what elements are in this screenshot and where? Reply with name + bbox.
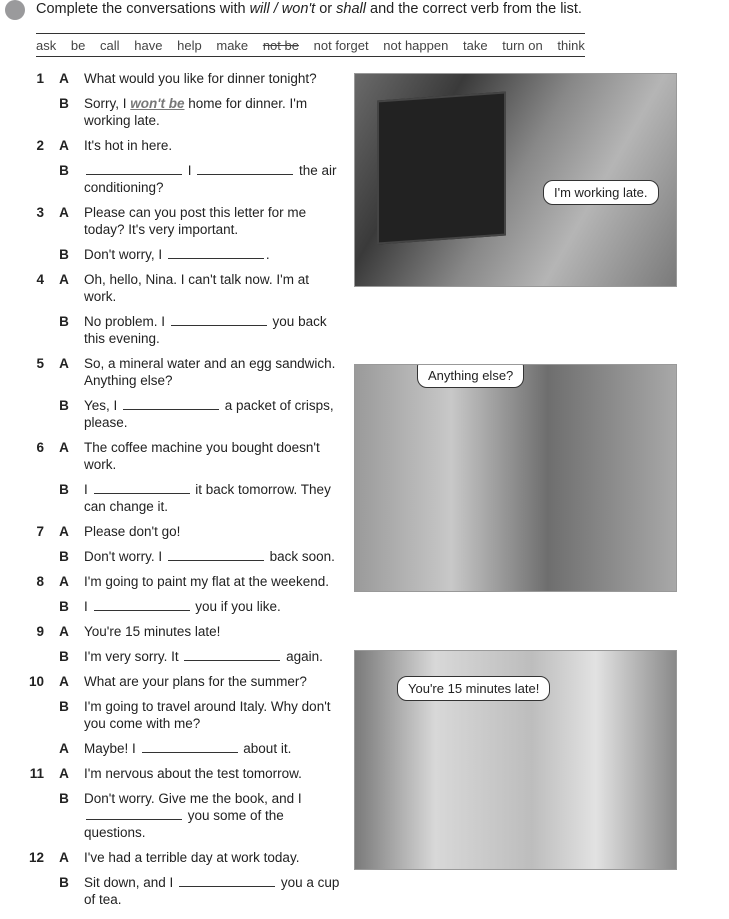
conversation-number: [24, 397, 44, 431]
text-segment: I'm going to paint my flat at the weekend.: [84, 574, 329, 589]
speaker-label: A: [59, 272, 69, 287]
text-segment: you back this evening.: [84, 314, 327, 346]
speaker-label: B: [59, 875, 69, 890]
text-segment: a packet of crisps, please.: [84, 398, 334, 430]
word-list: [36, 33, 585, 57]
conversation-turn: [24, 162, 344, 196]
turn-text: [84, 481, 344, 515]
text-segment: You're 15 minutes late!: [84, 624, 221, 639]
conversation-number: 9: [36, 624, 44, 639]
turn-text: [84, 271, 344, 305]
turn-text: [84, 313, 344, 347]
text-segment: Don't worry. Give me the book, and I: [84, 791, 302, 806]
conversation-number: [24, 598, 44, 615]
conversation-number: 5: [36, 356, 44, 371]
turn-text: [84, 874, 344, 908]
conversations: [24, 70, 344, 916]
conversation-number: [24, 740, 44, 757]
conversation-number: 7: [36, 524, 44, 539]
conversation-turn: [24, 740, 344, 757]
conversation-number: 12: [28, 850, 44, 865]
answer-blank[interactable]: [179, 874, 275, 887]
text-segment: I: [84, 599, 92, 614]
conversation-number: 6: [36, 440, 44, 455]
conversation-turn: [24, 397, 344, 431]
turn-text: [84, 397, 344, 431]
conversation-turn: [24, 137, 344, 154]
text-segment: again.: [282, 649, 323, 664]
instruction-text: Complete the conversations with: [36, 1, 250, 17]
text-segment: Oh, hello, Nina. I can't talk now. I'm at work.: [84, 272, 310, 304]
speaker-label: A: [59, 524, 69, 539]
speaker-label: B: [59, 398, 69, 413]
photo-office-meeting: [354, 650, 677, 870]
text-segment: .: [265, 247, 270, 262]
conversation-turn: [24, 313, 344, 347]
text-segment: Please can you post this letter for me today? It's very important.: [84, 205, 307, 237]
turn-text: [84, 765, 344, 782]
conversation-number: [24, 162, 44, 196]
speaker-label: A: [59, 205, 69, 220]
conversation-turn: [24, 648, 344, 665]
word-not-be: not be: [262, 37, 299, 53]
exercise-bullet-icon: [5, 0, 25, 20]
text-segment: I've had a terrible day at work today.: [84, 850, 300, 865]
answer-blank[interactable]: [86, 807, 182, 820]
text-segment: the air conditioning?: [84, 163, 337, 195]
conversation-turn: [24, 573, 344, 590]
text-segment: home for dinner. I'm working late.: [84, 96, 308, 128]
turn-text: [84, 246, 344, 263]
text-segment: What are your plans for the summer?: [84, 674, 307, 689]
conversation-turn: [24, 849, 344, 866]
conversation-turn: [24, 204, 344, 238]
text-segment: I'm going to travel around Italy. Why don't you come with me?: [84, 699, 331, 731]
turn-text: [84, 162, 344, 196]
speaker-label: A: [59, 356, 69, 371]
turn-text: [84, 673, 344, 690]
answer-blank[interactable]: [168, 246, 264, 259]
answer-blank[interactable]: [94, 598, 190, 611]
speaker-label: A: [59, 138, 69, 153]
word-turn-on: turn on: [502, 37, 543, 53]
photo-office-man-on-phone: [354, 73, 677, 287]
turn-text: [84, 648, 344, 665]
turn-text: [84, 523, 344, 540]
conversation-turn: [24, 439, 344, 473]
answer-blank[interactable]: [142, 740, 238, 753]
answer-blank[interactable]: [171, 313, 267, 326]
speaker-label: B: [59, 314, 69, 329]
speech-bubble: You're 15 minutes late!: [397, 676, 550, 701]
answer-blank[interactable]: [123, 397, 219, 410]
conversation-number: [24, 95, 44, 129]
text-segment: Please don't go!: [84, 524, 181, 539]
word-not-happen: not happen: [383, 37, 449, 53]
speaker-label: A: [59, 674, 69, 689]
conversation-number: [24, 874, 44, 908]
text-segment: No problem. I: [84, 314, 169, 329]
conversation-number: 8: [36, 574, 44, 589]
conversation-turn: [24, 548, 344, 565]
word-help: help: [177, 37, 202, 53]
instruction-text: and the correct verb from the list.: [365, 1, 582, 17]
conversation-number: [24, 790, 44, 841]
answer-blank[interactable]: [197, 162, 293, 175]
text-segment: Don't worry, I: [84, 247, 166, 262]
conversation-turn: [24, 355, 344, 389]
text-segment: Sit down, and I: [84, 875, 178, 890]
text-segment: What would you like for dinner tonight?: [84, 71, 317, 86]
conversation-number: 2: [36, 138, 44, 153]
speaker-label: B: [59, 791, 69, 806]
instruction-text: or: [315, 1, 337, 17]
conversation-number: 4: [36, 272, 44, 287]
speaker-label: A: [59, 71, 69, 86]
text-segment: Sorry, I: [84, 96, 131, 111]
text-segment: it back tomorrow. They can change it.: [84, 482, 331, 514]
instruction: [36, 1, 582, 17]
conversation-number: [24, 648, 44, 665]
speaker-label: A: [59, 850, 69, 865]
text-segment: The coffee machine you bought doesn't work.: [84, 440, 320, 472]
conversation-turn: [24, 874, 344, 908]
conversation-turn: [24, 698, 344, 732]
speaker-label: B: [59, 699, 69, 714]
conversation-turn: [24, 790, 344, 841]
text-segment: you some of the questions.: [84, 808, 284, 840]
word-make: make: [216, 37, 249, 53]
conversation-turn: [24, 673, 344, 690]
text-segment: about it.: [239, 741, 292, 756]
speaker-label: B: [59, 96, 69, 111]
conversation-number: [24, 481, 44, 515]
turn-text: [84, 70, 344, 87]
turn-text: [84, 137, 344, 154]
text-segment: I'm very sorry. It: [84, 649, 183, 664]
text-segment: Yes, I: [84, 398, 122, 413]
conversation-turn: [24, 271, 344, 305]
turn-text: [84, 439, 344, 473]
conversation-number: [24, 548, 44, 565]
turn-text: [84, 698, 344, 732]
conversation-number: 1: [36, 71, 44, 86]
word-call: call: [100, 37, 120, 53]
conversation-turn: [24, 70, 344, 87]
speaker-label: A: [59, 574, 69, 589]
text-segment: It's hot in here.: [84, 138, 173, 153]
speaker-label: A: [59, 766, 69, 781]
answer-blank[interactable]: [184, 648, 280, 661]
conversation-number: 3: [36, 205, 44, 220]
speech-bubble: Anything else?: [417, 364, 524, 388]
conversation-number: [24, 698, 44, 732]
conversation-turn: [24, 246, 344, 263]
photo-cafe-counter: [354, 364, 677, 592]
conversation-turn: [24, 598, 344, 615]
text-segment: back soon.: [265, 549, 335, 564]
conversation-turn: [24, 765, 344, 782]
speaker-label: B: [59, 599, 69, 614]
text-segment: you if you like.: [191, 599, 281, 614]
conversation-turn: [24, 523, 344, 540]
text-segment: I'm nervous about the test tomorrow.: [84, 766, 302, 781]
speaker-label: B: [59, 549, 69, 564]
word-not-forget: not forget: [313, 37, 369, 53]
speaker-label: A: [59, 741, 69, 756]
conversation-number: 10: [28, 674, 44, 689]
instruction-will: will / won't: [249, 1, 316, 17]
turn-text: [84, 623, 344, 640]
conversation-turn: [24, 481, 344, 515]
turn-text: [84, 548, 344, 565]
speaker-label: B: [59, 247, 69, 262]
speaker-label: A: [59, 624, 69, 639]
word-ask: ask: [36, 37, 57, 53]
turn-text: [84, 204, 344, 238]
answer-blank[interactable]: [168, 548, 264, 561]
speaker-label: A: [59, 440, 69, 455]
monitor-shape: [377, 91, 506, 244]
text-segment: I: [84, 482, 92, 497]
turn-text: [84, 95, 344, 129]
word-take: take: [463, 37, 488, 53]
speaker-label: B: [59, 163, 69, 178]
answer-blank[interactable]: [86, 162, 182, 175]
conversation-number: 11: [29, 766, 44, 781]
turn-text: [84, 849, 344, 866]
text-segment: Maybe! I: [84, 741, 140, 756]
speaker-label: B: [59, 649, 69, 664]
word-have: have: [134, 37, 163, 53]
word-think: think: [557, 37, 585, 53]
answer-blank[interactable]: [94, 481, 190, 494]
example-answer: won't be: [130, 96, 185, 111]
text-segment: I: [184, 163, 196, 178]
turn-text: [84, 355, 344, 389]
conversation-turn: [24, 95, 344, 129]
turn-text: [84, 598, 344, 615]
word-be: be: [70, 37, 86, 53]
conversation-number: [24, 313, 44, 347]
instruction-shall: shall: [336, 1, 366, 17]
turn-text: [84, 573, 344, 590]
conversation-turn: [24, 623, 344, 640]
conversation-number: [24, 246, 44, 263]
text-segment: Don't worry. I: [84, 549, 166, 564]
text-segment: you a cup of tea.: [84, 875, 340, 907]
text-segment: So, a mineral water and an egg sandwich. Anything else?: [84, 356, 336, 388]
speaker-label: B: [59, 482, 69, 497]
turn-text: [84, 790, 344, 841]
speech-bubble: I'm working late.: [543, 180, 659, 205]
turn-text: [84, 740, 344, 757]
